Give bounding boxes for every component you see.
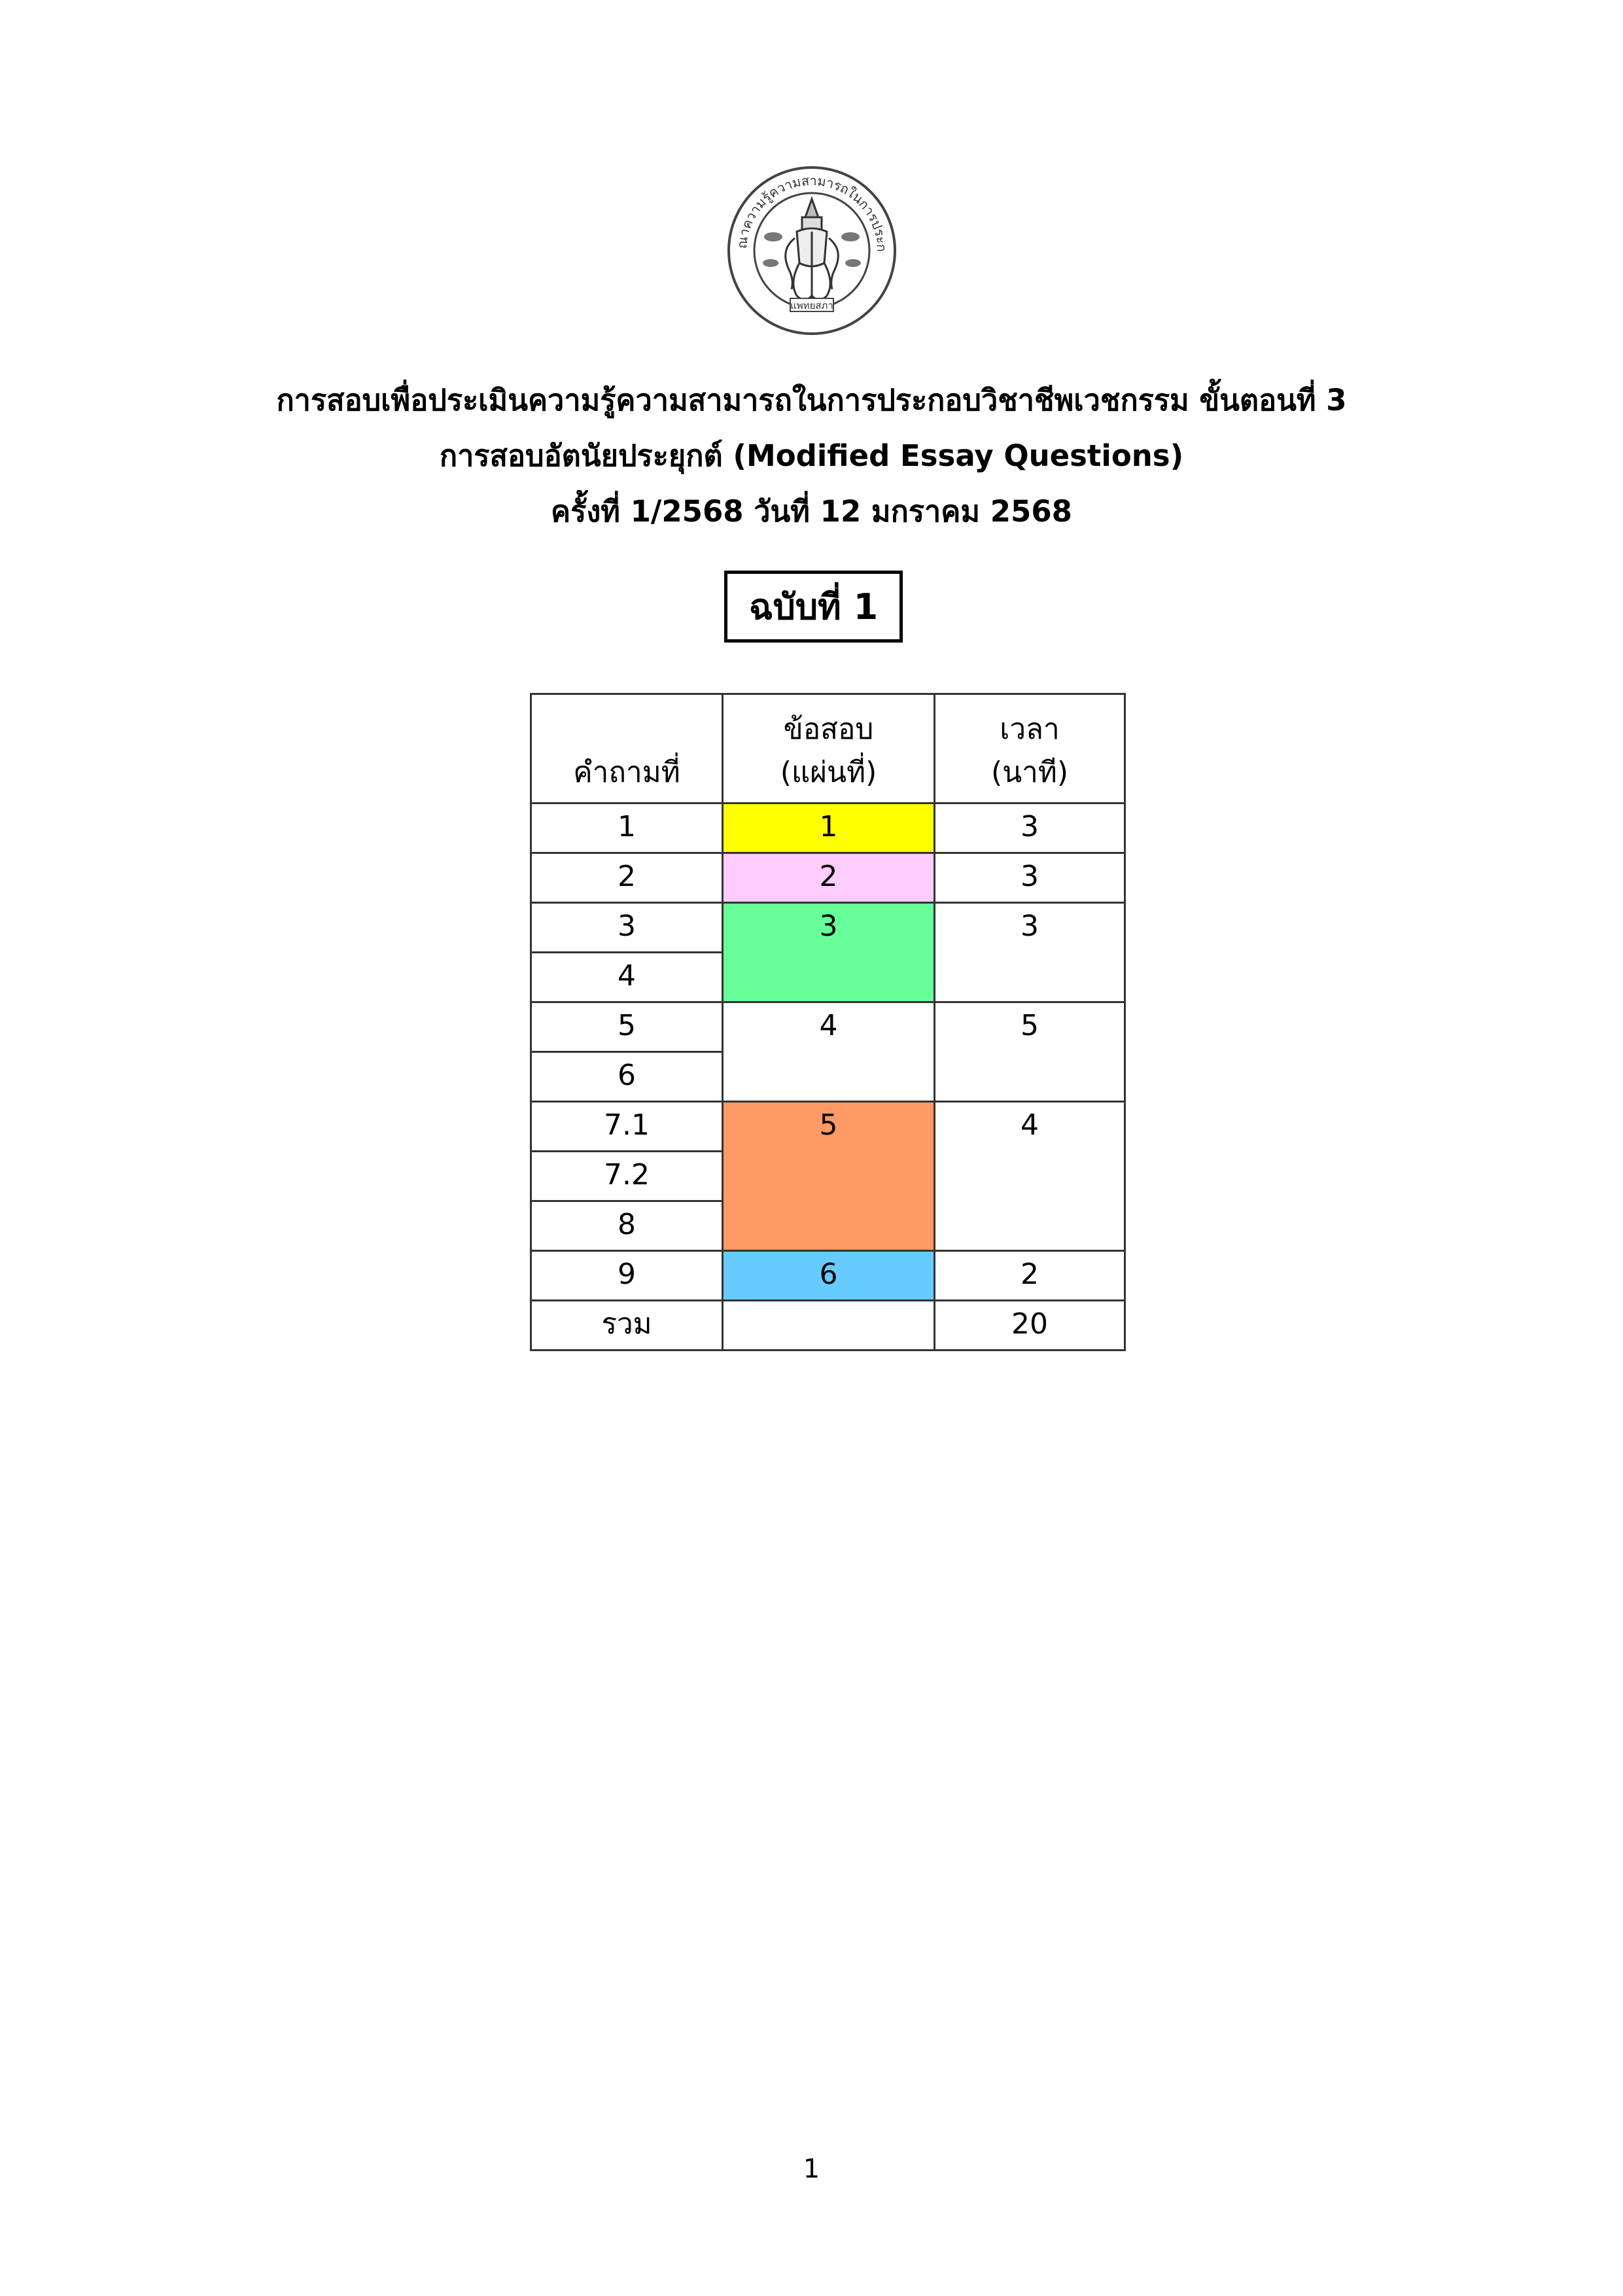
minutes-cell: 5 bbox=[935, 1002, 1125, 1102]
sheet-cell: 1 bbox=[723, 804, 935, 853]
sheet-cell: 2 bbox=[723, 853, 935, 903]
minutes-cell: 3 bbox=[935, 903, 1125, 1002]
column-header-question bbox=[531, 694, 723, 804]
table-row bbox=[531, 1102, 1125, 1152]
question-cell: 5 bbox=[531, 1002, 723, 1052]
minutes-cell: 2 bbox=[935, 1251, 1125, 1301]
minutes-cell: 4 bbox=[935, 1102, 1125, 1251]
table-row bbox=[531, 903, 1125, 953]
column-header-sheet bbox=[723, 694, 935, 804]
table-row bbox=[531, 853, 1125, 903]
seal-top-text: ณาความรู้ความสามารถในการประก bbox=[733, 172, 890, 253]
exam-schedule-table bbox=[530, 693, 1126, 1351]
exam-title: การสอบเพื่อประเมินความรู้ความสามารถในการประกอบวิชาชีพเวชกรรม ขั้นตอนที่ 3 bbox=[276, 383, 1347, 417]
column-header-time-line2: (นาที) bbox=[990, 756, 1069, 789]
page-number: 1 bbox=[803, 2154, 820, 2184]
column-header-sheet-line2: (แผ่นที่) bbox=[780, 756, 877, 789]
column-header-sheet-line1: ข้อสอบ bbox=[783, 713, 874, 746]
total-sheet-cell bbox=[723, 1301, 935, 1351]
question-cell: 7.1 bbox=[531, 1102, 723, 1152]
question-cell: 1 bbox=[531, 804, 723, 853]
table-row bbox=[531, 1251, 1125, 1301]
exam-version-box bbox=[724, 571, 903, 643]
question-cell: 4 bbox=[531, 953, 723, 1002]
table-row bbox=[531, 804, 1125, 853]
sheet-cell: 4 bbox=[723, 1002, 935, 1102]
sheet-cell: 6 bbox=[723, 1251, 935, 1301]
column-header-question-label: คำถามที่ bbox=[573, 756, 680, 789]
question-cell: 3 bbox=[531, 903, 723, 953]
table-header-row bbox=[531, 694, 1125, 804]
total-label-cell: รวม bbox=[531, 1301, 723, 1351]
sheet-cell: 3 bbox=[723, 903, 935, 1002]
question-cell: 8 bbox=[531, 1201, 723, 1251]
exam-subtitle: การสอบอัตนัยประยุกต์ (Modified Essay Questions) bbox=[439, 438, 1184, 473]
question-cell: 9 bbox=[531, 1251, 723, 1301]
table-total-row bbox=[531, 1301, 1125, 1351]
exam-version-label: ฉบับที่ 1 bbox=[748, 586, 879, 627]
seal-banner-text: แพทยสภา bbox=[790, 300, 833, 311]
column-header-time-line1: เวลา bbox=[1000, 713, 1060, 746]
table-row bbox=[531, 1002, 1125, 1052]
total-minutes-cell: 20 bbox=[935, 1301, 1125, 1351]
exam-session-date: ครั้งที่ 1/2568 วันที่ 12 มกราคม 2568 bbox=[551, 494, 1072, 529]
medical-council-seal-logo bbox=[726, 165, 898, 336]
sheet-cell: 5 bbox=[723, 1102, 935, 1251]
question-cell: 7.2 bbox=[531, 1152, 723, 1201]
minutes-cell: 3 bbox=[935, 853, 1125, 903]
minutes-cell: 3 bbox=[935, 804, 1125, 853]
column-header-time bbox=[935, 694, 1125, 804]
question-cell: 6 bbox=[531, 1052, 723, 1102]
question-cell: 2 bbox=[531, 853, 723, 903]
